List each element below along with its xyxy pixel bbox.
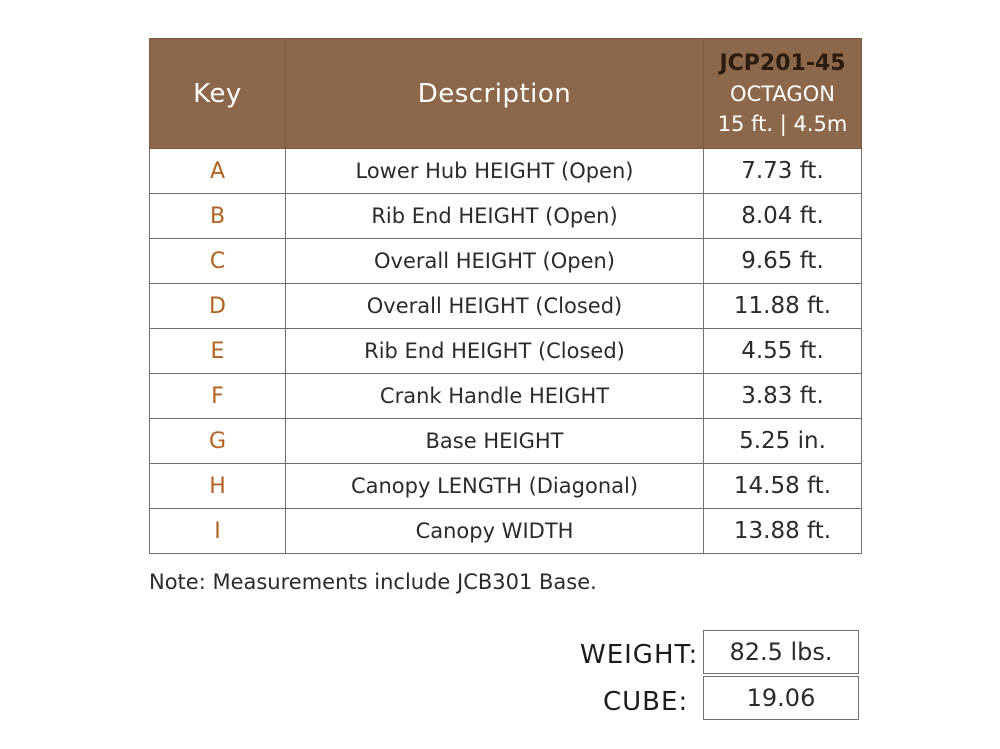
model-shape: OCTAGON	[730, 81, 835, 106]
weight-label: WEIGHT:	[580, 640, 699, 670]
row-description: Lower Hub HEIGHT (Open)	[286, 149, 704, 194]
row-description: Rib End HEIGHT (Closed)	[286, 329, 704, 374]
row-key: C	[150, 239, 286, 284]
row-key: G	[150, 419, 286, 464]
table-row	[150, 374, 862, 419]
row-key: I	[150, 509, 286, 554]
table-row	[150, 239, 862, 284]
row-description: Canopy WIDTH	[286, 509, 704, 554]
row-key: H	[150, 464, 286, 509]
table-row	[150, 329, 862, 374]
row-value: 14.58 ft.	[704, 464, 862, 509]
model-column-header	[704, 39, 862, 149]
cube-label: CUBE:	[603, 687, 689, 717]
row-description: Overall HEIGHT (Closed)	[286, 284, 704, 329]
row-value: 13.88 ft.	[704, 509, 862, 554]
row-description: Canopy LENGTH (Diagonal)	[286, 464, 704, 509]
row-value: 5.25 in.	[704, 419, 862, 464]
row-value: 7.73 ft.	[704, 149, 862, 194]
row-key: D	[150, 284, 286, 329]
row-value: 9.65 ft.	[704, 239, 862, 284]
row-value: 3.83 ft.	[704, 374, 862, 419]
description-column-header: Description	[286, 39, 704, 149]
row-description: Base HEIGHT	[286, 419, 704, 464]
row-description: Overall HEIGHT (Open)	[286, 239, 704, 284]
table-row	[150, 149, 862, 194]
table-row	[150, 464, 862, 509]
measurement-note: Note: Measurements include JCB301 Base.	[149, 570, 597, 594]
specifications-table	[149, 38, 862, 554]
table-row	[150, 419, 862, 464]
row-key: A	[150, 149, 286, 194]
row-description: Crank Handle HEIGHT	[286, 374, 704, 419]
model-name: JCP201-45	[719, 50, 846, 76]
row-key: F	[150, 374, 286, 419]
row-key: B	[150, 194, 286, 239]
table-header-row	[150, 39, 862, 149]
table-row	[150, 194, 862, 239]
row-value: 4.55 ft.	[704, 329, 862, 374]
table-row	[150, 284, 862, 329]
table-row	[150, 509, 862, 554]
key-column-header: Key	[150, 39, 286, 149]
row-description: Rib End HEIGHT (Open)	[286, 194, 704, 239]
cube-value: 19.06	[703, 676, 859, 720]
row-value: 11.88 ft.	[704, 284, 862, 329]
model-size: 15 ft. | 4.5m	[717, 111, 848, 136]
row-key: E	[150, 329, 286, 374]
row-value: 8.04 ft.	[704, 194, 862, 239]
weight-value: 82.5 lbs.	[703, 630, 859, 674]
